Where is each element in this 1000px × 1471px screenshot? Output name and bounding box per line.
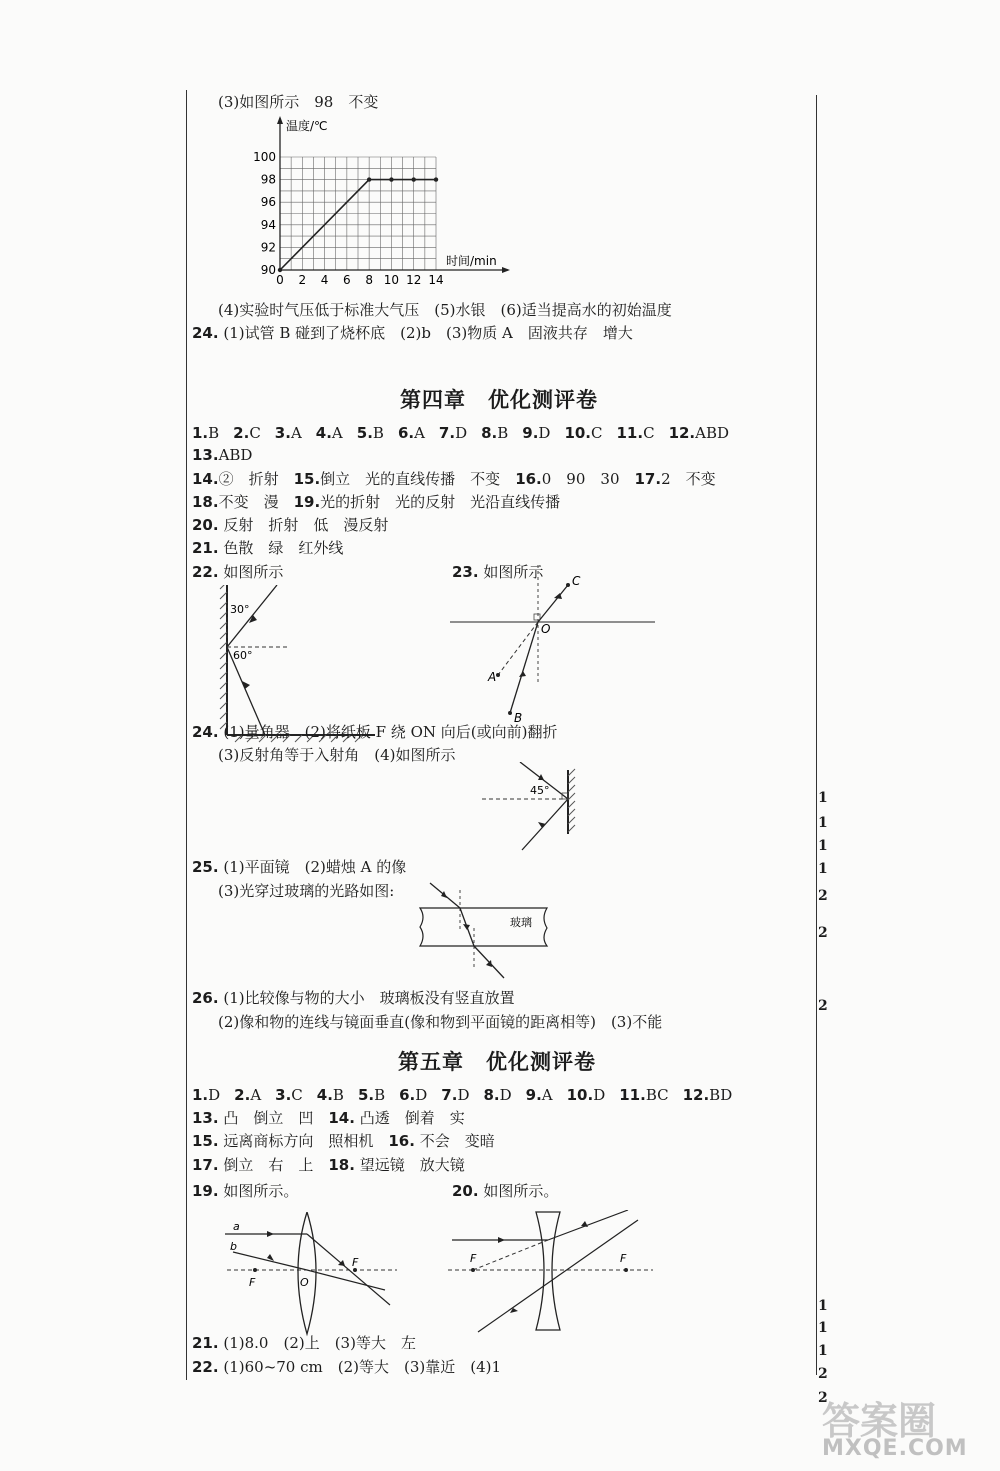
ch4-answers-row1 <box>192 423 743 443</box>
ch5-row-15-16: 15. 远离商标方向 照相机 16. 不会 变暗 <box>192 1132 495 1150</box>
y-axis-label: 温度/℃ <box>286 119 328 133</box>
ch5-num-11: 11. <box>619 1086 646 1104</box>
angle-30-label: 30° <box>230 603 250 616</box>
adjacent-page-fragment: 1 <box>818 861 828 877</box>
ch5-num-12: 12. <box>682 1086 710 1104</box>
ray-b-label: b <box>230 1240 237 1253</box>
ch4-answer-3: A <box>290 424 302 442</box>
data-point <box>389 177 393 181</box>
ch4-answer-9: D <box>538 424 551 442</box>
ch4-answer-21: 21. 色散 绿 红外线 <box>192 539 344 557</box>
fig23-refraction <box>450 565 660 725</box>
q23-parts-4-6: (4)实验时气压低于标准大气压 (5)水银 (6)适当提高水的初始温度 <box>218 301 672 319</box>
chapter5-title: 第五章 优化测评卷 <box>398 1050 596 1074</box>
ch5-answer-19: 19. 如图所示。 <box>192 1182 299 1200</box>
data-point <box>434 177 438 181</box>
q23-part3: (3)如图所示 98 不变 <box>218 93 379 111</box>
ch4-answer-4: A <box>331 424 343 442</box>
ch4-answer-1: B <box>208 424 220 442</box>
ch5-row-17-18: 17. 倒立 右 上 18. 望远镜 放大镜 <box>192 1156 465 1174</box>
point-a-label: A <box>488 670 497 684</box>
ch4-num-9: 9. <box>522 424 539 442</box>
ch5-num-9: 9. <box>525 1086 542 1104</box>
fig22-corner-mirror <box>215 585 415 745</box>
y-axis-arrow <box>277 116 283 124</box>
ch4-num-1: 1. <box>192 424 209 442</box>
ch4-q25-line1: 25. (1)平面镜 (2)蜡烛 A 的像 <box>192 858 407 876</box>
ch4-q24-line2: (3)反射角等于入射角 (4)如图所示 <box>218 746 456 764</box>
chapter4-title: 第四章 优化测评卷 <box>400 388 598 412</box>
ch4-num-6: 6. <box>397 424 415 442</box>
adjacent-page-fragment: 1 <box>818 1320 828 1336</box>
ch5-answer-4: B <box>332 1086 344 1104</box>
ch5-answer-1: D <box>208 1086 221 1104</box>
right-margin-line <box>816 95 817 1375</box>
glass-label: 玻璃 <box>510 916 532 929</box>
ch5-answer-11: BC <box>645 1086 669 1104</box>
ch5-answer-9: A <box>541 1086 553 1104</box>
adjacent-page-fragment: 1 <box>818 1343 828 1359</box>
ch4-answer-20: 20. 反射 折射 低 漫反射 <box>192 516 389 534</box>
ch5-num-4: 4. <box>316 1086 333 1104</box>
ch5-answer-6: D <box>415 1086 428 1104</box>
ch4-num-7: 7. <box>438 424 456 442</box>
data-point <box>412 177 416 181</box>
ch4-answer-6: A <box>414 424 425 442</box>
ch4-q24-line1: 24. (1)量角器 (2)将纸板 F 绕 ON 向后(或向前)翻折 <box>192 723 558 741</box>
adjacent-page-fragment: 1 <box>818 815 828 831</box>
ch5-num-6: 6. <box>399 1086 416 1104</box>
ch5-num-3: 3. <box>275 1086 292 1104</box>
ch4-answer-12: ABD <box>695 424 730 442</box>
ch4-answer-7: D <box>455 424 468 442</box>
x-tick-label: 12 <box>406 273 422 287</box>
fig19-convex-lens <box>225 1212 405 1342</box>
ch4-num-3: 3. <box>274 424 291 442</box>
ch5-answer-21: 21. (1)8.0 (2)上 (3)等大 左 <box>192 1334 416 1352</box>
ch5-answer-7: D <box>457 1086 470 1104</box>
ray-a-label: a <box>233 1220 240 1233</box>
y-tick-label: 90 <box>260 263 276 277</box>
adjacent-page-fragment: 1 <box>818 838 828 854</box>
ch4-num-11: 11. <box>616 424 644 442</box>
x-tick-label: 14 <box>428 273 444 287</box>
x-tick-label: 8 <box>365 273 373 287</box>
y-tick-label: 98 <box>260 172 276 187</box>
adjacent-page-fragment: 2 <box>818 1366 828 1382</box>
ch4-num-5: 5. <box>356 424 373 442</box>
ch4-q26-line1: 26. (1)比较像与物的大小 玻璃板没有竖直放置 <box>192 989 515 1007</box>
fig25-glass-slab <box>412 880 557 990</box>
y-tick-label: 94 <box>260 217 276 232</box>
ch4-row-14-17-final: 14.② 折射 15.倒立 光的直线传播 不变 16.0 90 30 17.2 不变 <box>192 470 716 488</box>
temperature-time-graph <box>240 112 520 297</box>
ch4-num-10: 10. <box>564 424 592 442</box>
ch4-answer-13: 13.ABD <box>192 446 253 464</box>
ch4-answer-2: C <box>249 424 261 442</box>
data-point <box>278 268 282 272</box>
ch5-row-13-14: 13. 凸 倒立 凹 14. 凸透 倒着 实 <box>192 1109 465 1127</box>
adjacent-page-fragment: 2 <box>818 1390 828 1406</box>
ch4-answer-5: B <box>372 424 384 442</box>
ch5-answer-3: C <box>291 1086 303 1104</box>
data-point <box>367 177 371 181</box>
ch4-num-8: 8. <box>481 424 498 442</box>
ch5-answer-10: D <box>593 1086 606 1104</box>
fig20-concave-lens <box>448 1210 658 1340</box>
q24-answer: 24. (1)试管 B 碰到了烧杯底 (2)b (3)物质 A 固液共存 增大 <box>192 324 633 342</box>
ch4-num-2: 2. <box>233 424 250 442</box>
ch4-answer-10: C <box>591 424 603 442</box>
optical-center-label: O <box>300 1276 309 1289</box>
adjacent-page-fragment: 1 <box>818 790 828 806</box>
ch5-answer-8: D <box>499 1086 512 1104</box>
focus-f-left-label: F <box>249 1276 256 1289</box>
x-axis-arrow <box>502 267 510 273</box>
angle-45-label: 45° <box>530 784 550 797</box>
angle-60-label: 60° <box>233 649 253 662</box>
ch4-answer-22: 22. 如图所示 <box>192 563 284 581</box>
x-axis-label: 时间/min <box>446 254 497 268</box>
x-tick-label: 6 <box>343 273 351 287</box>
ch5-answers-row1 <box>192 1085 746 1105</box>
y-tick-label: 100 <box>253 150 276 164</box>
point-o-label: O <box>541 622 551 636</box>
ch4-answer-23: 23. 如图所示 <box>452 563 544 581</box>
point-c-label: C <box>572 574 581 588</box>
watermark-logo-text: 答案圈 <box>822 1399 937 1443</box>
y-tick-label: 96 <box>260 195 276 210</box>
focus-f-left-label: F <box>470 1252 477 1265</box>
x-tick-label: 2 <box>298 273 307 287</box>
ch5-num-10: 10. <box>566 1086 594 1104</box>
ch5-num-7: 7. <box>441 1086 458 1104</box>
ch4-answer-8: B <box>497 424 509 442</box>
x-tick-label: 0 <box>276 273 284 287</box>
ch4-q26-line2: (2)像和物的连线与镜面垂直(像和物到平面镜的距离相等) (3)不能 <box>218 1013 663 1031</box>
focus-f-right-label: F <box>352 1256 359 1269</box>
ch5-answer-2: A <box>250 1086 262 1104</box>
adjacent-page-fragment: 1 <box>818 1298 828 1314</box>
focus-f-right-label: F <box>620 1252 627 1265</box>
ch4-q25-line2: (3)光穿过玻璃的光路如图: <box>218 882 395 900</box>
adjacent-page-fragment: 2 <box>818 998 828 1014</box>
ch5-num-5: 5. <box>357 1086 375 1104</box>
ch5-answer-5: B <box>374 1086 386 1104</box>
ch5-answer-12: BD <box>709 1086 733 1104</box>
point-b-label: B <box>514 711 523 725</box>
ch4-answer-11: C <box>643 424 655 442</box>
left-margin-line <box>186 90 187 1380</box>
ch5-answer-20: 20. 如图所示。 <box>452 1182 559 1200</box>
ch5-num-2: 2. <box>234 1086 251 1104</box>
watermark-url: MXQE.COM <box>822 1436 968 1461</box>
x-tick-label: 10 <box>383 273 400 287</box>
adjacent-page-fragment: 2 <box>818 888 828 904</box>
adjacent-page-fragment: 2 <box>818 925 828 941</box>
ch5-num-1: 1. <box>192 1086 209 1104</box>
fig24-mirror-45 <box>480 762 590 857</box>
ch5-num-8: 8. <box>483 1086 500 1104</box>
y-tick-label: 92 <box>260 240 276 255</box>
ch5-answer-22: 22. (1)60~70 cm (2)等大 (3)靠近 (4)1 <box>192 1358 502 1376</box>
ch4-row-18-19: 18.不变 漫 19.光的折射 光的反射 光沿直线传播 <box>192 493 561 511</box>
ch4-num-12: 12. <box>668 424 696 442</box>
x-tick-label: 4 <box>320 273 329 287</box>
ch4-num-4: 4. <box>315 424 332 442</box>
